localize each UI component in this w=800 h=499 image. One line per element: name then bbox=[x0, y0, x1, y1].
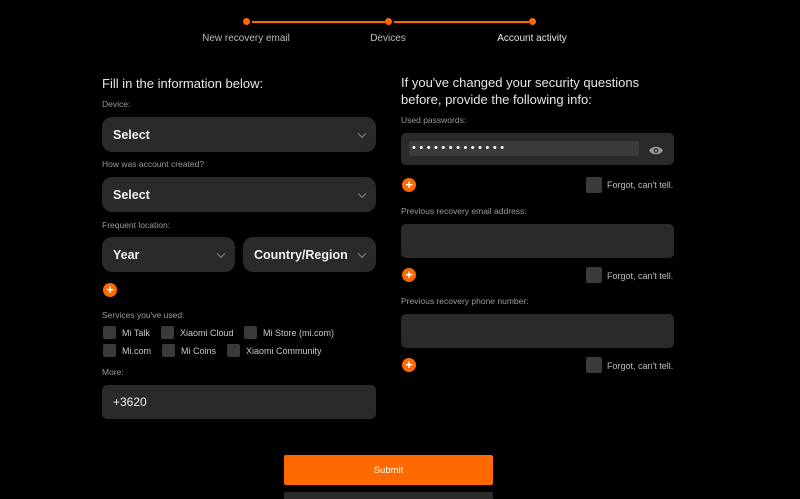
chevron-down-icon bbox=[358, 129, 366, 137]
left-heading: Fill in the information below: bbox=[102, 76, 264, 91]
step-label-new-recovery-email: New recovery email bbox=[202, 33, 290, 44]
add-location-button[interactable]: + bbox=[103, 283, 117, 297]
forgot-phone-checkbox[interactable] bbox=[586, 357, 602, 373]
service-label-mi-coins: Mi Coins bbox=[181, 346, 217, 356]
forgot-password-label: Forgot, can't tell. bbox=[607, 180, 674, 190]
more-label: More: bbox=[102, 367, 124, 377]
year-select[interactable] bbox=[102, 237, 235, 272]
services-label: Services you've used: bbox=[102, 310, 185, 320]
device-select[interactable] bbox=[102, 117, 376, 152]
chevron-down-icon bbox=[358, 189, 366, 197]
service-checkbox-xiaomi-community[interactable] bbox=[227, 344, 240, 357]
account-created-select[interactable] bbox=[102, 177, 376, 212]
forgot-password-checkbox[interactable] bbox=[586, 177, 602, 193]
year-select-value: Year bbox=[113, 247, 140, 262]
add-email-button[interactable]: + bbox=[402, 268, 416, 282]
password-input[interactable]: ••••••••••••• bbox=[409, 141, 639, 156]
service-label-mi-store: Mi Store (mi.com) bbox=[263, 328, 335, 338]
right-heading: If you've changed your security questions before, provide the following info: bbox=[401, 75, 640, 107]
previous-phone-input[interactable] bbox=[401, 314, 674, 348]
service-label-xiaomi-cloud: Xiaomi Cloud bbox=[180, 328, 234, 338]
submit-button[interactable] bbox=[284, 455, 493, 485]
step-label-account-activity: Account activity bbox=[497, 33, 567, 44]
country-region-select-value: Country/Region bbox=[254, 247, 348, 262]
service-checkbox-mi-coins[interactable] bbox=[162, 344, 175, 357]
created-label: How was account created? bbox=[102, 159, 205, 169]
secondary-button[interactable] bbox=[284, 492, 493, 499]
more-input[interactable] bbox=[102, 385, 376, 419]
step-line-1 bbox=[252, 21, 385, 23]
chevron-down-icon bbox=[358, 249, 366, 257]
service-label-xiaomi-community: Xiaomi Community bbox=[246, 346, 322, 356]
step-dot-1 bbox=[243, 18, 250, 25]
service-checkbox-mi-talk[interactable] bbox=[103, 326, 116, 339]
service-checkbox-mi-com[interactable] bbox=[103, 344, 116, 357]
service-label-mi-com: Mi.com bbox=[122, 346, 151, 356]
step-label-devices: Devices bbox=[370, 33, 406, 44]
service-label-mi-talk: Mi Talk bbox=[122, 328, 150, 338]
used-passwords-label: Used passwords: bbox=[401, 115, 467, 125]
service-checkbox-mi-store[interactable] bbox=[244, 326, 257, 339]
forgot-email-label: Forgot, can't tell. bbox=[607, 271, 674, 281]
device-label: Device: bbox=[102, 99, 131, 109]
previous-email-input[interactable] bbox=[401, 224, 674, 258]
forgot-phone-label: Forgot, can't tell. bbox=[607, 361, 674, 371]
previous-phone-label: Previous recovery phone number: bbox=[401, 296, 529, 306]
step-line-2 bbox=[394, 21, 529, 23]
step-dot-3 bbox=[529, 18, 536, 25]
forgot-email-checkbox[interactable] bbox=[586, 267, 602, 283]
add-phone-button[interactable]: + bbox=[402, 358, 416, 372]
previous-email-label: Previous recovery email address: bbox=[401, 206, 527, 216]
device-select-value: Select bbox=[113, 127, 150, 142]
step-dot-2 bbox=[385, 18, 392, 25]
more-input-value: +3620 bbox=[113, 395, 147, 409]
chevron-down-icon bbox=[217, 249, 225, 257]
account-created-select-value: Select bbox=[113, 187, 150, 202]
password-field[interactable] bbox=[401, 133, 674, 165]
progress-stepper bbox=[0, 17, 800, 47]
country-region-select[interactable] bbox=[243, 237, 376, 272]
location-label: Frequent location: bbox=[102, 220, 171, 230]
service-checkbox-xiaomi-cloud[interactable] bbox=[161, 326, 174, 339]
eye-icon[interactable] bbox=[648, 143, 664, 161]
add-password-button[interactable]: + bbox=[402, 178, 416, 192]
submit-button-label: Submit bbox=[373, 464, 404, 476]
